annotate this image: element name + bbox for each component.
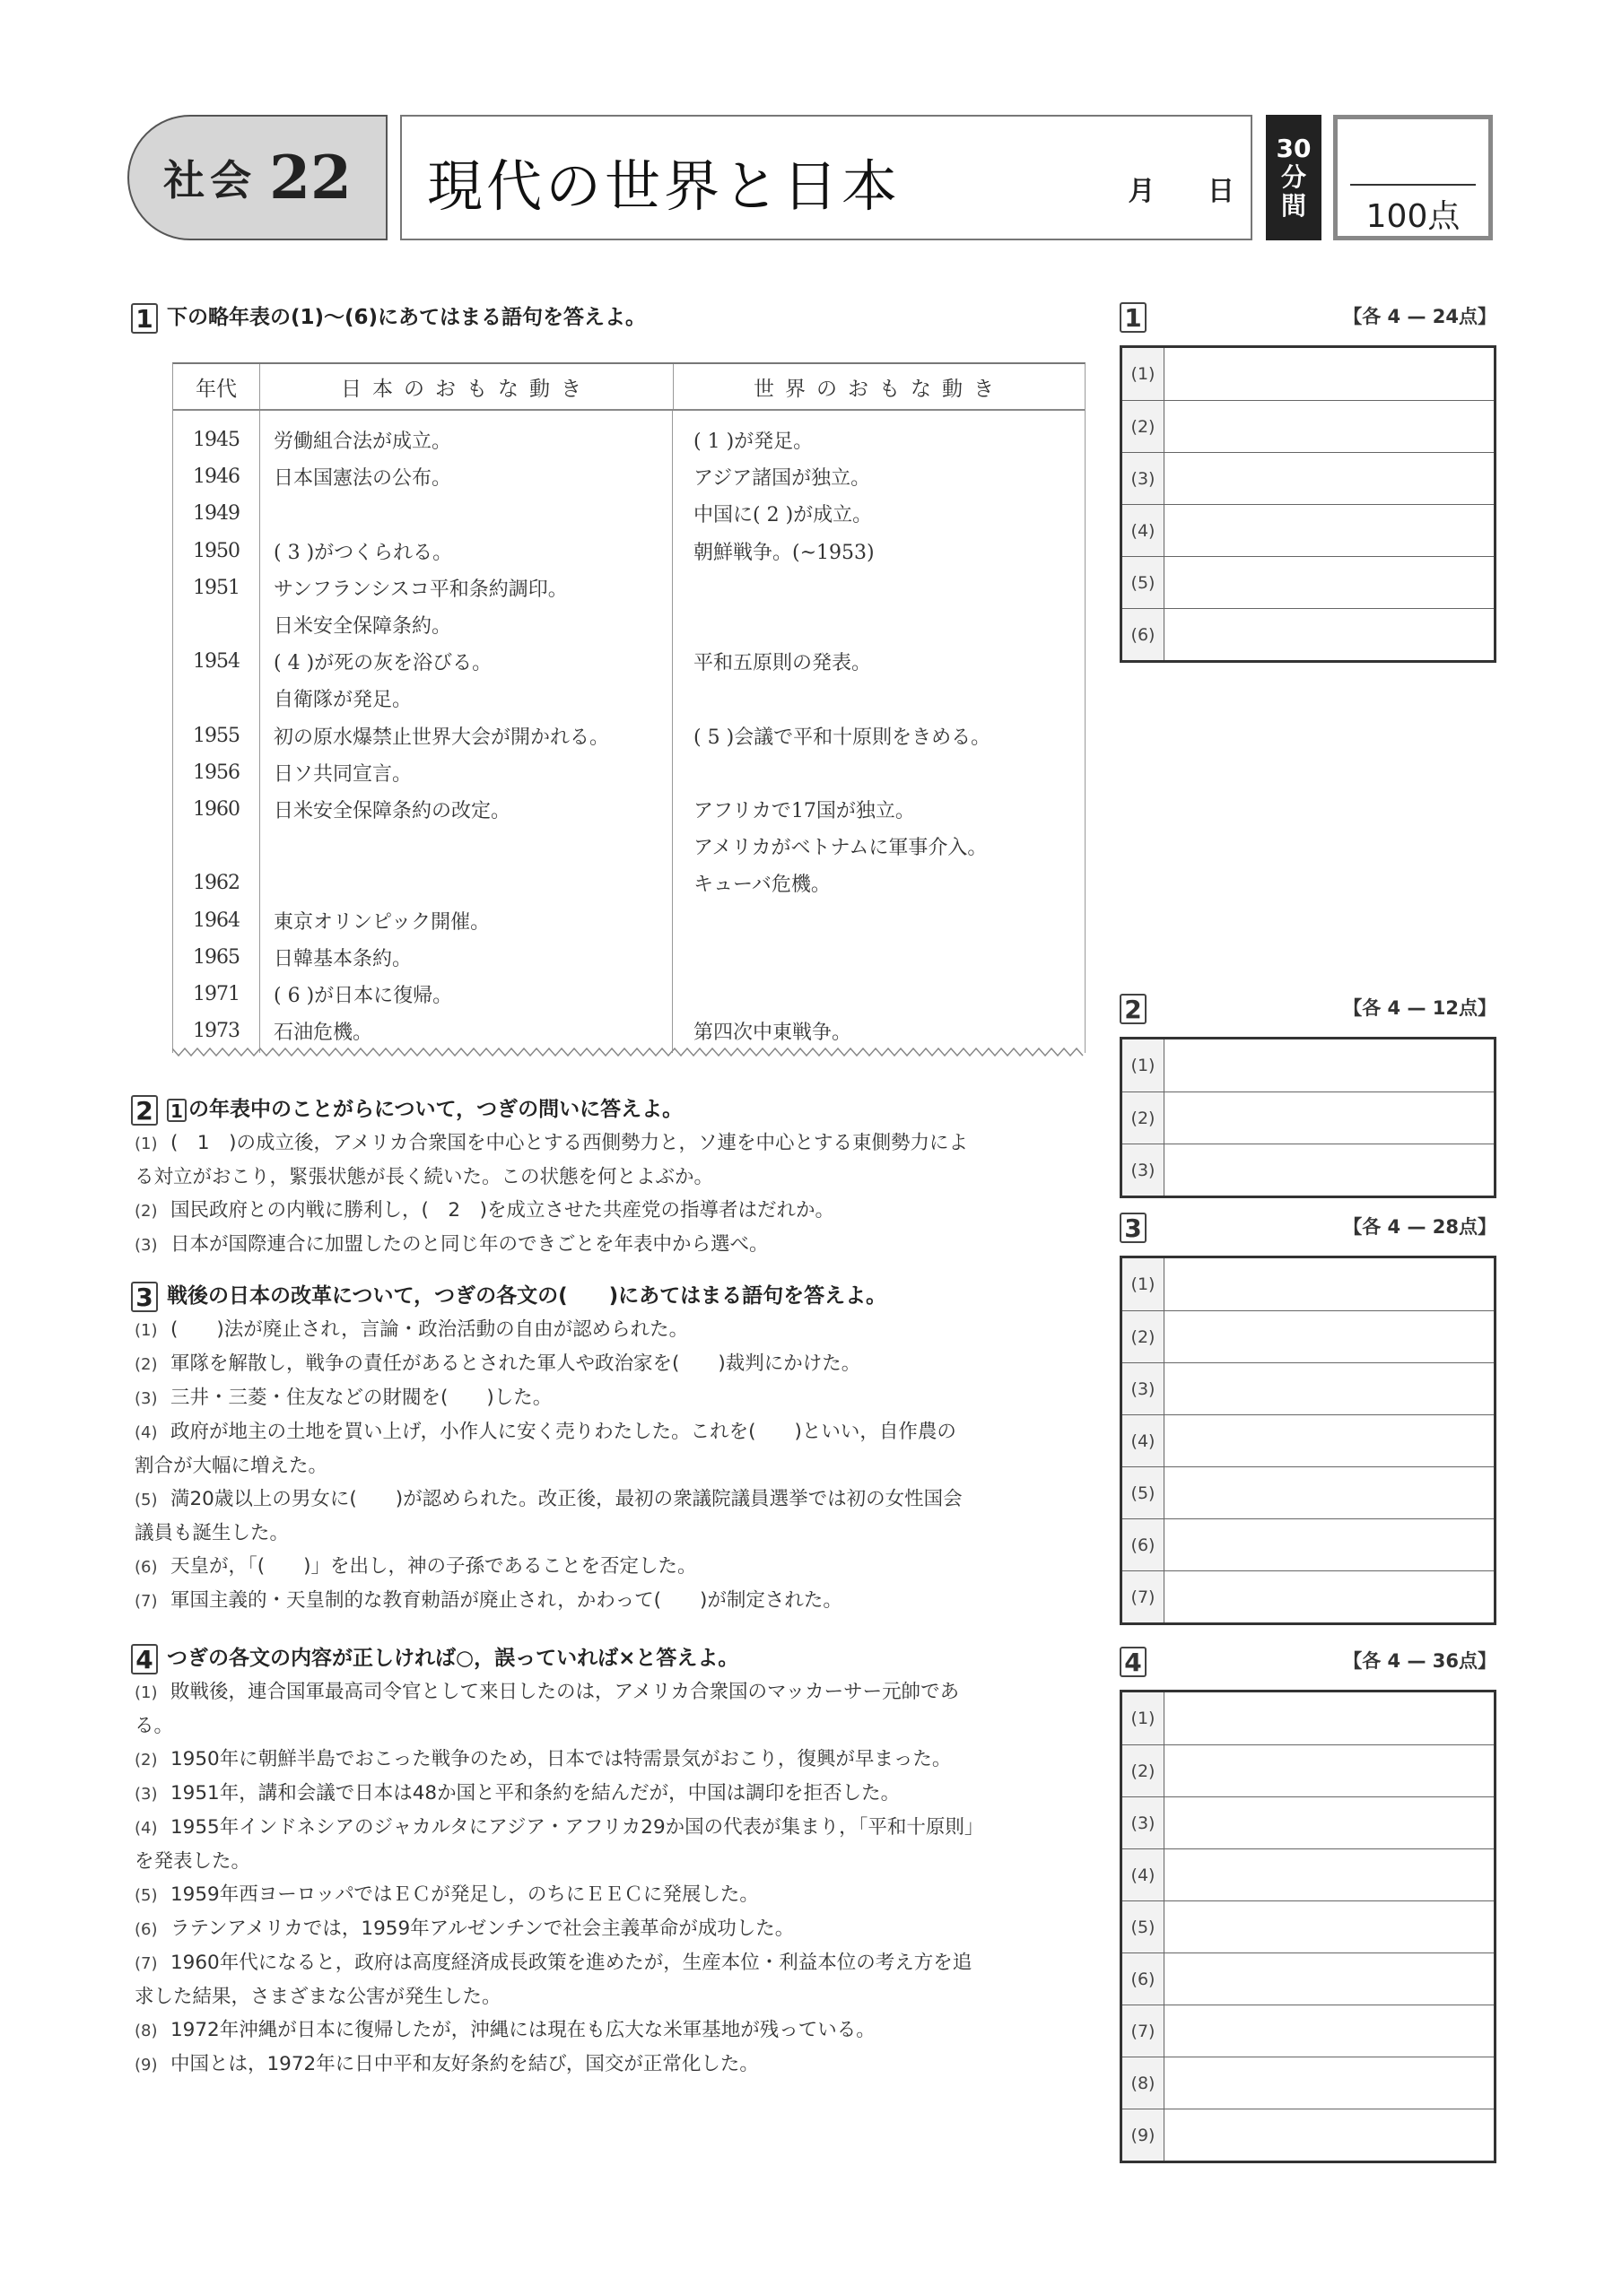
timeline-row [173,458,1085,495]
answer-row-label: (7) [1122,1571,1164,1622]
unit-number: 22 [269,143,352,213]
question-number: (3) [135,1389,158,1408]
answer-row-label: (4) [1122,1415,1164,1466]
question-text: ( 1 )の成立後，アメリカ合衆国を中心とする西側勢力と，ソ連を中心とする東側勢力によ [170,1132,968,1154]
answer-row [1122,1570,1494,1622]
answer-section-1 [1120,302,1496,663]
world-event-cell: 朝鮮戦争。(~1953) [693,541,875,564]
answer-row [1122,1848,1494,1900]
year-cell: 1965 [193,945,240,969]
answer-input-cell[interactable] [1164,505,1494,556]
section3-instruction: 戦後の日本の改革について，つぎの各文の( )にあてはまる語句を答えよ。 [167,1284,887,1308]
question-item [135,1313,1103,1347]
answer-row [1122,1258,1494,1310]
section3-heading [131,1279,886,1312]
answer-section-2 [1120,994,1496,1198]
question-number: (1) [135,1321,158,1340]
answer-header [1120,994,1496,1030]
timeline-row [173,680,1085,717]
timeline-row [173,828,1085,865]
time-limit-badge [1266,115,1321,240]
answer-input-cell[interactable] [1164,1901,1494,1952]
question-number: (2) [135,1751,158,1770]
answer-row [1122,2005,1494,2057]
answer-input-cell[interactable] [1164,1745,1494,1796]
answer-input-cell[interactable] [1164,1144,1494,1196]
header-year: 年代 [173,364,260,409]
question-number: (9) [135,2056,158,2074]
section1-heading [131,300,646,334]
question-item [135,1126,1103,1161]
japan-event-cell: 日米安全保障条約の改定。 [274,799,511,822]
timeline-row [173,422,1085,458]
question-item [135,1483,1103,1517]
answer-row-label: (7) [1122,2005,1164,2057]
question-text: 軍隊を解散し，戦争の責任があるとされた軍人や政治家を( )裁判にかけた。 [170,1352,861,1375]
japan-event-cell: 石油危機。 [274,1022,373,1045]
answer-section-3 [1120,1213,1496,1625]
japan-event-cell: 日本国憲法の公布。 [274,467,452,491]
score-box[interactable] [1333,115,1493,240]
japan-event-cell: 初の原水爆禁止世界大会が開かれる。 [274,726,610,749]
section4-instruction: つぎの各文の内容が正しければ○，誤っていれば×と答えよ。 [167,1647,739,1670]
answer-row [1122,1144,1494,1196]
section2-heading [131,1092,683,1126]
question-number: (7) [135,1954,158,1973]
timeline-table [172,362,1086,1053]
answer-row-label: (3) [1122,1144,1164,1196]
question-item [135,2048,1103,2082]
question-text: 国民政府との内戦に勝利し，( 2 )を成立させた共産党の指導者はだれか。 [170,1199,834,1222]
answer-header [1120,302,1496,338]
score-fraction-line [1350,184,1476,186]
japan-event-cell: サンフランシスコ平和条約調印。 [274,578,568,601]
timeline-row [173,865,1085,901]
answer-section-4 [1120,1647,1496,2163]
question-number: (3) [135,1236,158,1255]
japan-event-cell: 労働組合法が成立。 [274,430,452,454]
year-cell: 1971 [193,982,240,1005]
answer-row [1122,1518,1494,1570]
question-number: (7) [135,1592,158,1611]
timeline-row [173,533,1085,570]
year-cell: 1949 [193,502,240,526]
answer-row [1122,1744,1494,1796]
year-cell: 1955 [193,724,240,747]
world-event-cell: 中国に( 2 )が成立。 [693,504,873,527]
answer-header [1120,1213,1496,1248]
world-event-cell: アメリカがベトナムに軍事介入。 [693,837,988,860]
question-continuation [135,1980,1103,2013]
answer-row-label: (5) [1122,557,1164,608]
question-number: (6) [135,1558,158,1577]
answer-row-label: (2) [1122,401,1164,452]
question-continuation [135,1161,1103,1194]
question-text: 1950年に朝鮮半島でおこった戦争のため，日本では特需景気がおこり，復興が早まった。 [170,1748,952,1770]
answer-table [1120,1690,1496,2163]
time-limit-unit-2: 間 [1280,191,1306,221]
question-text: 政府が地主の土地を買い上げ，小作人に安く売りわたした。これを( )といい，自作農の [170,1421,956,1443]
time-limit-minutes: 30 [1276,134,1312,163]
points-label: 【各 4 — 28点】 [1343,1216,1496,1238]
timeline-body [173,411,1085,1053]
question-text: 中国とは，1972年に日中平和友好条約を結び，国交が正常化した。 [170,2053,759,2075]
answer-row [1122,1952,1494,2005]
header-japan: 日本のおもな動き [260,364,674,409]
question-number: (1) [135,1135,158,1153]
answer-row [1122,2057,1494,2109]
answer-row-label: (1) [1122,1258,1164,1310]
date-month-label: 月 [1128,176,1155,207]
question-text: 1955年インドネシアのジャカルタにアジア・アフリカ29か国の代表が集まり，「平和十原則」 [170,1816,984,1839]
section2-instruction: の年表中のことがらについて，つぎの問いに答えよ。 [188,1098,684,1121]
answer-input-cell[interactable] [1164,401,1494,452]
answer-row-label: (2) [1122,1092,1164,1144]
japan-event-cell: ( 6 )が日本に復帰。 [274,984,453,1007]
answer-input-cell[interactable] [1164,1363,1494,1414]
section-number-badge: 2 [1120,994,1147,1024]
answer-input-cell[interactable] [1164,1797,1494,1848]
year-cell: 1960 [193,797,240,821]
section4-questions [135,1675,1103,2082]
question-text: 1960年代になると，政府は高度経済成長政策を進めたが，生産本位・利益本位の考え方を追 [170,1952,972,1974]
answer-row-label: (9) [1122,2109,1164,2161]
world-event-cell: アジア諸国が独立。 [693,467,871,491]
answer-row-label: (3) [1122,453,1164,504]
question-text: 天皇が，「( )」を出し，神の子孫であることを否定した。 [170,1555,697,1578]
section-number-badge: 1 [1120,302,1147,333]
timeline-row [173,754,1085,791]
answer-row-label: (6) [1122,1519,1164,1570]
question-item [135,1550,1103,1584]
world-event-cell: 平和五原則の発表。 [693,652,872,675]
subject-badge [127,115,388,240]
timeline-row [173,976,1085,1013]
answer-table [1120,1256,1496,1625]
answer-row-label: (4) [1122,505,1164,556]
japan-event-cell: ( 4 )が死の灰を浴びる。 [274,652,493,675]
page-title: 現代の世界と日本 [427,153,902,219]
question-item [135,1415,1103,1449]
year-cell: 1950 [193,539,240,562]
answer-row [1122,452,1494,504]
section-number-badge: 3 [1120,1213,1147,1243]
question-number: (8) [135,2022,158,2040]
question-text: 1951年，講和会議で日本は48か国と平和条約を結んだが，中国は調印を拒否した。 [170,1782,901,1805]
answer-input-cell[interactable] [1164,2057,1494,2109]
answer-input-cell[interactable] [1164,1258,1494,1310]
answer-header [1120,1647,1496,1683]
answer-row-label: (3) [1122,1363,1164,1414]
japan-event-cell: 自衛隊が発足。 [274,689,413,712]
answer-input-cell[interactable] [1164,1692,1494,1744]
answer-input-cell[interactable] [1164,1849,1494,1900]
question-text: る対立がおこり，緊張状態が長く続いた。この状態を何とよぶか。 [135,1166,714,1188]
question-number: (1) [135,1683,158,1702]
question-item [135,1946,1103,1980]
question-item [135,1381,1103,1415]
answer-input-cell[interactable] [1164,557,1494,608]
answer-row [1122,504,1494,556]
question-item [135,1743,1103,1777]
timeline-row [173,606,1085,643]
answer-row [1122,556,1494,608]
answer-row-label: (1) [1122,1039,1164,1091]
answer-row [1122,1900,1494,1952]
year-cell: 1962 [193,872,240,895]
answer-row-label: (1) [1122,1692,1164,1744]
answer-row-label: (5) [1122,1467,1164,1518]
japan-event-cell: 日韓基本条約。 [274,947,413,970]
timeline-row [173,643,1085,680]
question-continuation [135,1709,1103,1743]
year-cell: 1964 [193,909,240,932]
year-cell: 1954 [193,650,240,674]
question-text: 三井・三菱・住友などの財閥を( )した。 [170,1387,553,1409]
world-event-cell: ( 5 )会議で平和十原則をきめる。 [693,726,991,749]
answer-input-cell[interactable] [1164,1311,1494,1362]
timeline-row [173,901,1085,938]
points-label: 【各 4 — 24点】 [1343,306,1496,327]
wavy-cut-edge [172,1046,1086,1058]
question-text: 求した結果，さまざまな公害が発生した。 [135,1986,501,2008]
section4-heading [131,1641,738,1674]
answer-row [1122,1039,1494,1091]
year-cell: 1951 [193,576,240,599]
date-day-label: 日 [1208,176,1234,207]
section-number-badge: 4 [1120,1647,1147,1677]
japan-event-cell: 日ソ共同宣言。 [274,762,413,786]
question-text: 敗戦後，連合国軍最高司令官として来日したのは，アメリカ合衆国のマッカーサー元帥であ [170,1681,960,1703]
answer-row [1122,1414,1494,1466]
timeline-row [173,495,1085,532]
section-number-badge: 2 [131,1095,158,1126]
answer-input-cell[interactable] [1164,2109,1494,2161]
question-text: 割合が大幅に増えた。 [135,1455,328,1477]
timeline-row [173,791,1085,828]
question-item [135,2013,1103,2048]
points-label: 【各 4 — 12点】 [1343,997,1496,1019]
section-number-badge: 1 [131,303,158,334]
section1-instruction: 下の略年表の(1)〜(6)にあてはまる語句を答えよ。 [167,306,647,329]
section-number-badge: 4 [131,1644,158,1674]
timeline-header-row [173,364,1085,411]
question-item [135,1194,1103,1228]
timeline-row [173,1013,1085,1049]
section3-questions [135,1313,1103,1618]
question-text: 軍国主義的・天皇制的な教育勅語が廃止され，かわって( )が制定された。 [170,1589,842,1612]
world-event-cell: キューバ危機。 [693,874,831,897]
answer-table [1120,1037,1496,1198]
answer-row-label: (1) [1122,348,1164,400]
question-number: (6) [135,1920,158,1939]
question-text: 日本が国際連合に加盟したのと同じ年のできごとを年表中から選べ。 [170,1233,769,1256]
section2-questions [135,1126,1103,1262]
question-item [135,1228,1103,1262]
answer-row-label: (2) [1122,1745,1164,1796]
answer-input-cell[interactable] [1164,2005,1494,2057]
question-number: (4) [135,1423,158,1442]
answer-row [1122,1362,1494,1414]
question-continuation [135,1845,1103,1878]
question-number: (2) [135,1355,158,1374]
answer-input-cell[interactable] [1164,348,1494,400]
question-item [135,1347,1103,1381]
time-limit-unit-1: 分 [1280,162,1306,192]
world-event-cell: 第四次中東戦争。 [693,1022,852,1045]
answer-input-cell[interactable] [1164,453,1494,504]
answer-input-cell[interactable] [1164,609,1494,660]
answer-row [1122,608,1494,660]
answer-input-cell[interactable] [1164,1571,1494,1622]
section-number-badge: 3 [131,1282,158,1312]
timeline-row [173,939,1085,976]
question-continuation [135,1449,1103,1483]
subject-label: 社会 [163,156,257,204]
answer-row-label: (3) [1122,1797,1164,1848]
column-divider [672,411,673,1053]
world-event-cell: ( 1 )が発足。 [693,430,814,454]
question-number: (3) [135,1785,158,1804]
timeline-row [173,718,1085,754]
answer-row [1122,1796,1494,1848]
japan-event-cell: ( 3 )がつくられる。 [274,541,453,564]
question-item [135,1878,1103,1912]
question-text: 1972年沖縄が日本に復帰したが，沖縄には現在も広大な米軍基地が残っている。 [170,2019,876,2041]
answer-input-cell[interactable] [1164,1092,1494,1144]
answer-row [1122,1310,1494,1362]
year-cell: 1973 [193,1020,240,1043]
points-label: 【各 4 — 36点】 [1343,1650,1496,1672]
question-text: ( )法が廃止され，言論・政治活動の自由が認められた。 [170,1318,689,1341]
question-item [135,1584,1103,1618]
answer-row [1122,1692,1494,1744]
answer-input-cell[interactable] [1164,1519,1494,1570]
answer-row-label: (6) [1122,609,1164,660]
question-text: 議員も誕生した。 [135,1522,290,1544]
question-text: ラテンアメリカでは，1959年アルゼンチンで社会主義革命が成功した。 [170,1918,795,1940]
answer-row-label: (5) [1122,1901,1164,1952]
column-divider [259,411,260,1053]
date-field [1086,169,1234,208]
question-number: (5) [135,1491,158,1509]
question-item [135,1912,1103,1946]
question-text: 1959年西ヨーロッパではＥＣが発足し，のちにＥＥＣに発展した。 [170,1883,759,1906]
header-world: 世界のおもな動き [754,377,1005,401]
answer-row [1122,1466,1494,1518]
answer-table [1120,345,1496,663]
year-cell: 1956 [193,761,240,784]
reference-section-badge: 1 [167,1099,187,1122]
answer-row-label: (2) [1122,1311,1164,1362]
answer-row-label: (8) [1122,2057,1164,2109]
year-cell: 1945 [193,429,240,452]
question-number: (4) [135,1819,158,1838]
answer-input-cell[interactable] [1164,1039,1494,1091]
japan-event-cell: 東京オリンピック開催。 [274,910,491,934]
answer-input-cell[interactable] [1164,1467,1494,1518]
year-cell: 1946 [193,465,240,489]
question-item [135,1777,1103,1811]
question-continuation [135,1517,1103,1550]
world-event-cell: アフリカで17国が独立。 [693,799,915,822]
question-number: (5) [135,1886,158,1905]
question-item [135,1811,1103,1845]
japan-event-cell: 日米安全保障条約。 [274,615,452,639]
max-score: 100点 [1365,198,1461,235]
title-box [400,115,1252,240]
question-text: を発表した。 [135,1850,251,1873]
answer-input-cell[interactable] [1164,1415,1494,1466]
question-item [135,1675,1103,1709]
timeline-row [173,570,1085,606]
answer-row-label: (4) [1122,1849,1164,1900]
question-text: る。 [135,1715,174,1737]
answer-row [1122,2109,1494,2161]
answer-row [1122,348,1494,400]
question-number: (2) [135,1202,158,1221]
answer-row [1122,1091,1494,1144]
answer-input-cell[interactable] [1164,1953,1494,2005]
answer-row-label: (6) [1122,1953,1164,2005]
question-text: 満20歳以上の男女に( )が認められた。改正後，最初の衆議院議員選挙では初の女性国会 [170,1488,963,1510]
answer-row [1122,400,1494,452]
